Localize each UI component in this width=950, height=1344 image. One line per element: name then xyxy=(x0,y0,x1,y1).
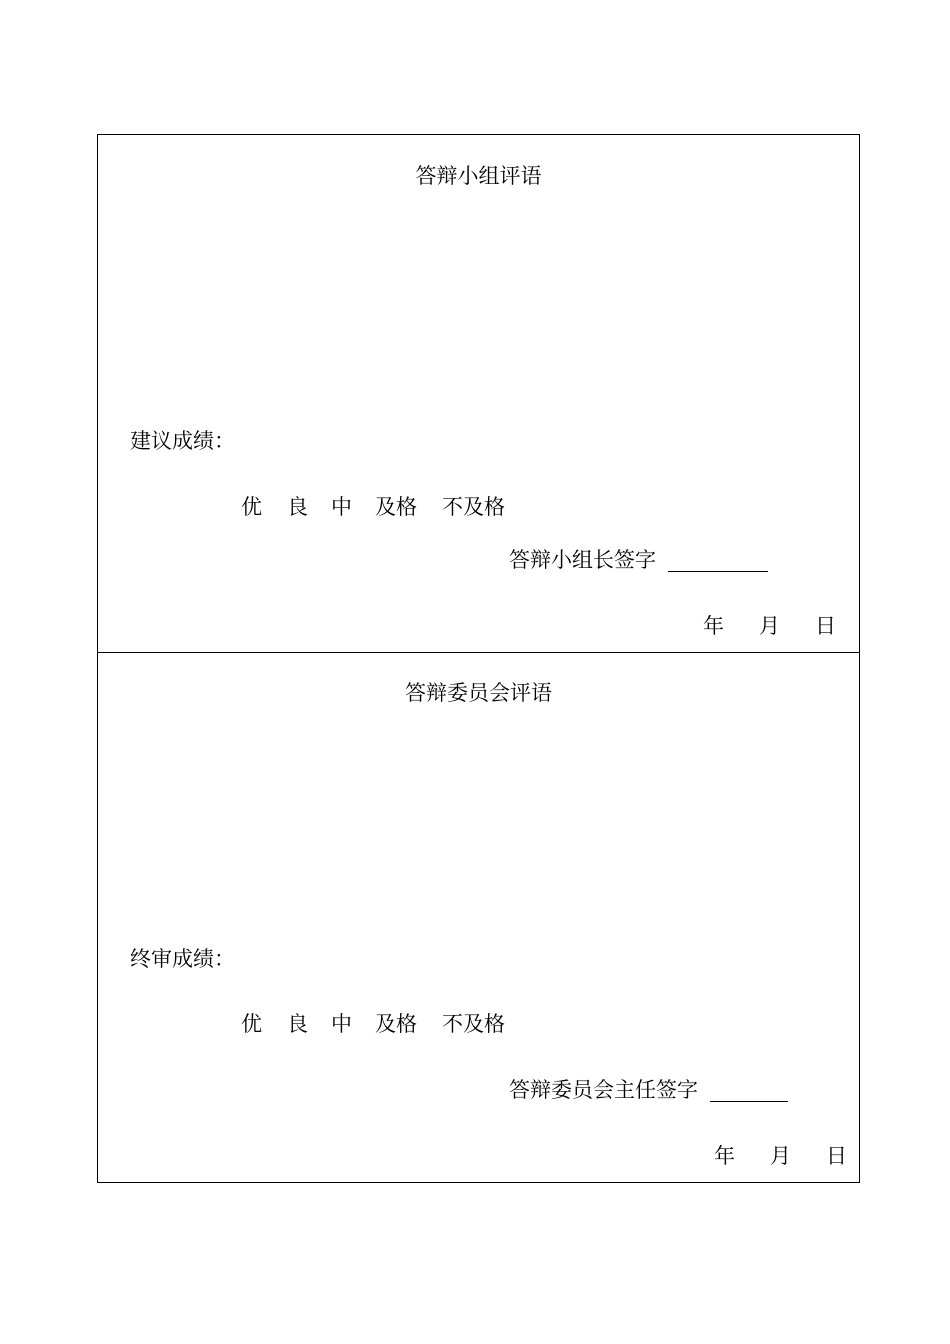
grade-option-average[interactable]: 中 xyxy=(331,495,352,519)
committee-chair-signature xyxy=(509,1078,788,1102)
committee-date-month: 月 xyxy=(770,1144,791,1168)
final-grade-option-good[interactable]: 良 xyxy=(287,1012,308,1036)
final-grade-option-average[interactable]: 中 xyxy=(331,1012,352,1036)
group-leader-signature-line[interactable] xyxy=(668,553,768,572)
committee-date-day: 日 xyxy=(826,1144,847,1168)
committee-comment-section xyxy=(98,653,859,1182)
defense-evaluation-form xyxy=(97,134,860,1183)
group-date-month: 月 xyxy=(759,614,780,638)
group-comment-title: 答辩小组评语 xyxy=(415,164,542,188)
final-grade-option-fail[interactable]: 不及格 xyxy=(442,1012,505,1036)
suggested-grade-label: 建议成绩： xyxy=(130,429,235,453)
group-date-day: 日 xyxy=(815,614,836,638)
committee-chair-signature-line[interactable] xyxy=(710,1083,788,1102)
grade-option-excellent[interactable]: 优 xyxy=(241,495,262,519)
group-leader-signature xyxy=(509,548,768,572)
grade-option-pass[interactable]: 及格 xyxy=(375,495,417,519)
committee-chair-signature-label: 答辩委员会主任签字 xyxy=(509,1078,698,1102)
final-grade-label: 终审成绩： xyxy=(130,947,235,971)
committee-comment-title: 答辩委员会评语 xyxy=(405,681,552,705)
group-date-year: 年 xyxy=(703,614,724,638)
grade-option-fail[interactable]: 不及格 xyxy=(442,495,505,519)
final-grade-option-pass[interactable]: 及格 xyxy=(375,1012,417,1036)
grade-option-good[interactable]: 良 xyxy=(287,495,308,519)
group-leader-signature-label: 答辩小组长签字 xyxy=(509,548,656,572)
final-grade-option-excellent[interactable]: 优 xyxy=(241,1012,262,1036)
group-comment-section xyxy=(98,135,859,653)
committee-date-year: 年 xyxy=(714,1144,735,1168)
